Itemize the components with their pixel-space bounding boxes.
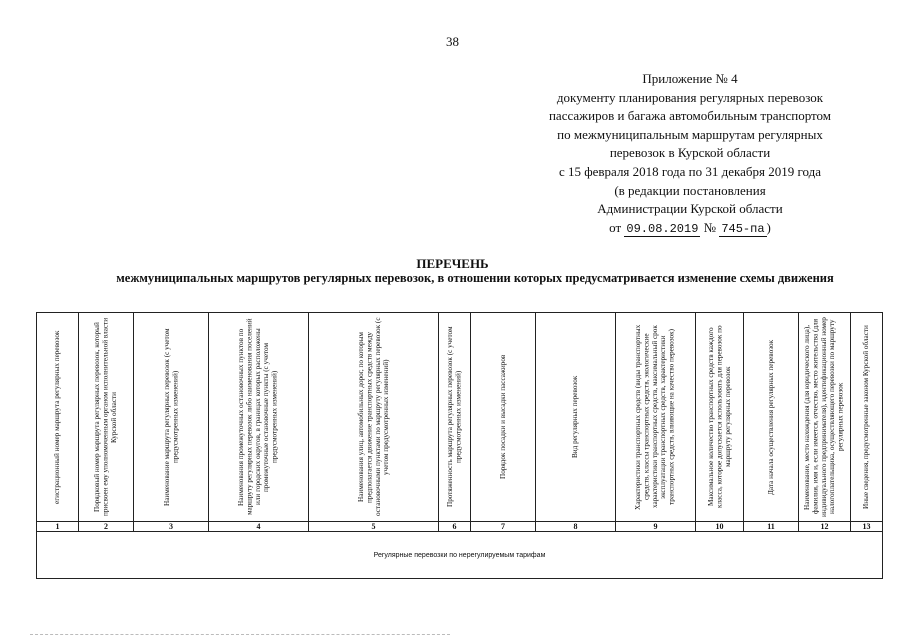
section-row	[37, 532, 883, 579]
column-number: 2	[79, 522, 134, 532]
header-text: Наименование маршрута регулярных перевозок (с учетом предусмотренных изменений)	[162, 328, 179, 506]
list-subtitle: межмуниципальных маршрутов регулярных перевозок, в отношении которых предусматривается изменение схемы движения	[116, 271, 834, 285]
routes-table	[36, 312, 883, 579]
header-text: Наименования улиц, автомобильных дорог, по которым предполагается движение транспортных средств между остановочными пунктами по маршруту регулярных перевозок (с учетом предусмотренных изменений)	[356, 317, 390, 517]
header-cell	[536, 313, 616, 522]
column-number: 10	[696, 522, 744, 532]
header-cell	[134, 313, 209, 522]
column-number-row	[37, 522, 883, 532]
header-row	[37, 313, 883, 522]
header-cell	[851, 313, 883, 522]
header-text: егистрационный номер маршрута регулярных перевозок	[53, 330, 62, 504]
appendix-block	[520, 70, 860, 238]
scan-edge-line	[30, 634, 450, 636]
column-number: 11	[744, 522, 799, 532]
header-cell	[209, 313, 309, 522]
header-text: Порядковый номер маршрута регулярных перевозок, который присвоен ему уполномоченным органом исполнительной власти Курской области	[93, 317, 119, 517]
header-cell	[439, 313, 471, 522]
appendix-line: документу планирования регулярных перевозок	[556, 89, 824, 105]
from-label: от	[609, 219, 622, 235]
header-text: Вид регулярных перевозок	[571, 375, 580, 459]
page-number: 38	[446, 34, 459, 49]
header-cell	[799, 313, 851, 522]
appendix-line: (в редакции постановления	[614, 182, 766, 198]
resolution-number: 745-па	[721, 221, 765, 236]
column-number: 6	[439, 522, 471, 532]
section-label: Регулярные перевозки по нерегулируемым тарифам	[37, 532, 883, 579]
column-number: 5	[309, 522, 439, 532]
appendix-line: перевозок в Курской области	[609, 145, 771, 161]
header-cell	[696, 313, 744, 522]
header-text: Наименование, место нахождения (для юридического лица), фамилия, имя и, если имеется, отчество, место жительства (для индивидуального предпринимателя), идентификационный номер налогоплательщика, осуществляющего перевозки по маршруту регулярных перевозок	[803, 317, 846, 517]
header-text: Наименования промежуточных остановочных пунктов по маршруту регулярных перевозок либо наименования поселений или городских округов, в границах которых расположены промежуточные остановочные пункты (с учетом предусмотренных изменений)	[237, 318, 280, 516]
appendix-signoff	[520, 219, 860, 239]
column-number: 12	[799, 522, 851, 532]
resolution-date: 09.08.2019	[626, 221, 699, 236]
appendix-line: с 15 февраля 2018 года по 31 декабря 2019 года	[558, 163, 822, 179]
header-text: Дата начала осуществления регулярных перевозок	[766, 339, 775, 495]
number-label: №	[703, 219, 717, 235]
header-cell	[616, 313, 696, 522]
header-text: Иные сведения, предусмотренные законом Курской области	[862, 325, 871, 509]
header-text: Характеристики транспортных средств (виды транспортных средств, классы транспортных средств, экологические характеристики транспортных средств, максимальный срок эксплуатации транспортных средств, характеристики транспортных средств, влияющие на качество перевозок)	[634, 324, 677, 510]
header-text: Максимальное количество транспортных средств каждого класса, которое допускается использовать для перевозок по маршруту регулярных перевозок	[706, 325, 732, 509]
header-cell	[471, 313, 536, 522]
appendix-line: пассажиров и багажа автомобильным транспортом	[548, 108, 832, 124]
appendix-line: Приложение № 4	[642, 71, 738, 86]
appendix-line: Администрации Курской области	[597, 201, 783, 217]
header-cell	[37, 313, 79, 522]
header-cell	[79, 313, 134, 522]
appendix-line: по межмуниципальным маршрутам регулярных	[557, 126, 823, 142]
header-text: Протяженность маршрута регулярных перевозок (с учетом предусмотренных изменений)	[446, 326, 463, 508]
column-number: 13	[851, 522, 883, 532]
column-number: 1	[37, 522, 79, 532]
list-title: ПЕРЕЧЕНЬ	[416, 256, 489, 271]
column-number: 4	[209, 522, 309, 532]
header-cell	[309, 313, 439, 522]
column-number: 7	[471, 522, 536, 532]
column-number: 8	[536, 522, 616, 532]
header-text: Порядок посадки и высадки пассажиров	[498, 354, 507, 480]
column-number: 3	[134, 522, 209, 532]
closing-paren: )	[766, 219, 771, 235]
header-cell	[744, 313, 799, 522]
column-number: 9	[616, 522, 696, 532]
